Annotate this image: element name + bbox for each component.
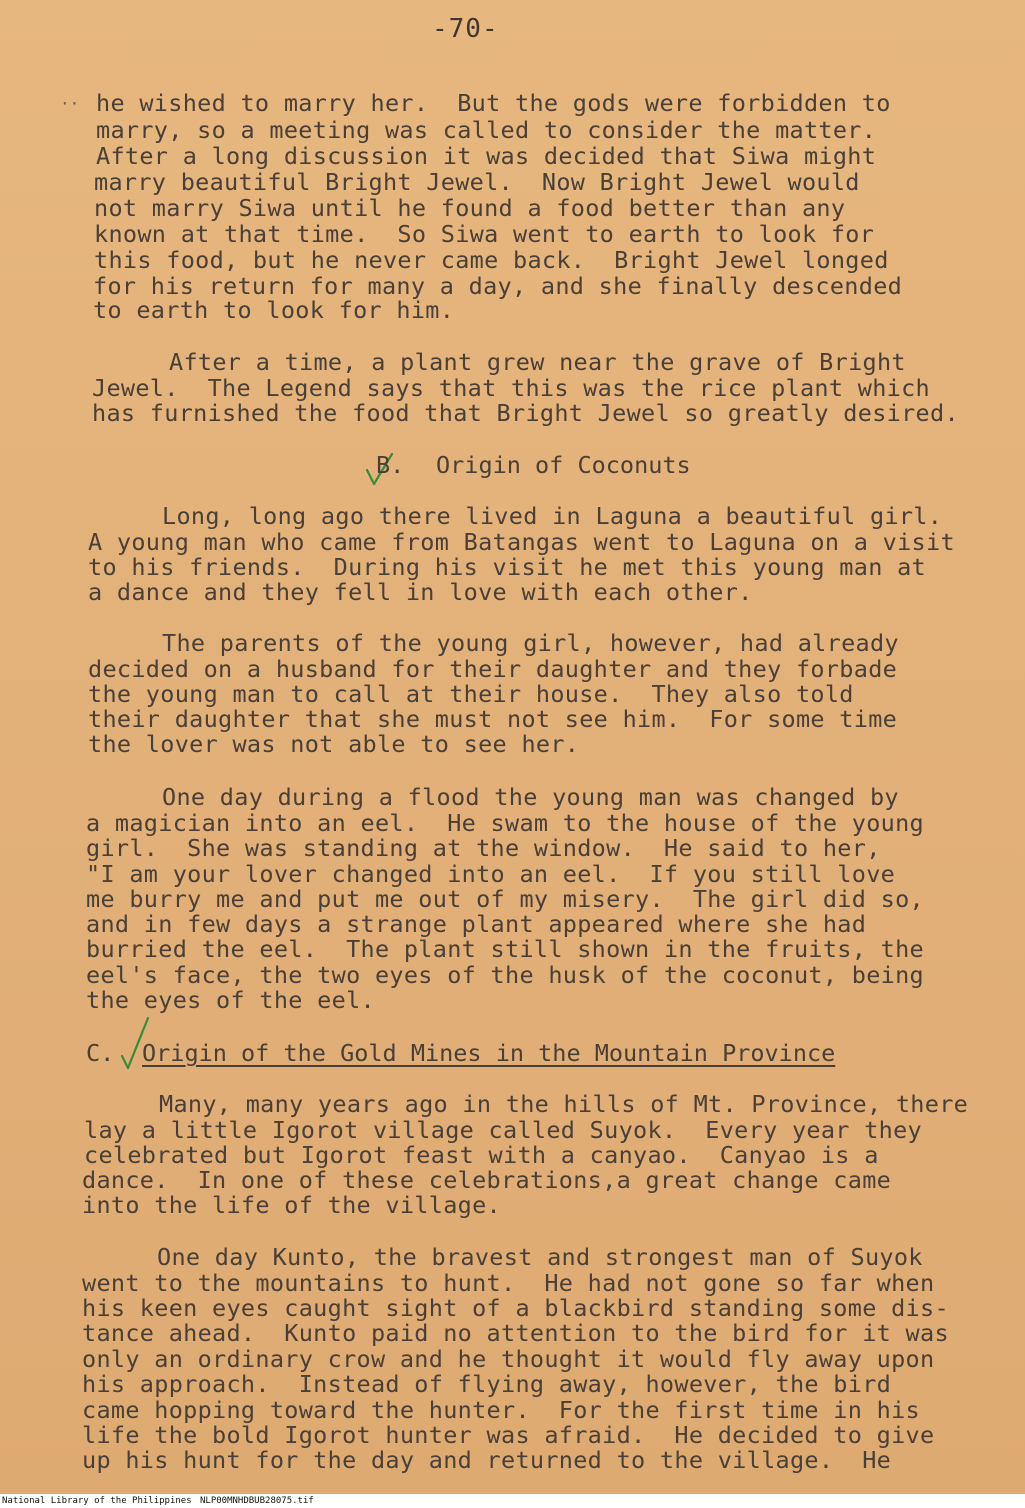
text-line: celebrated but Igorot feast with a canyao. Canyao is a (84, 1141, 879, 1169)
text-line: "I am your lover changed into an eel. If you still love (86, 860, 896, 888)
text-line: One day Kunto, the bravest and strongest man of Suyok (157, 1243, 923, 1271)
text-line: marry beautiful Bright Jewel. Now Bright Jewel would (94, 168, 860, 196)
text-line: into the life of the village. (82, 1191, 501, 1219)
text-line: the eyes of the eel. (86, 986, 375, 1014)
text-line: lay a little Igorot village called Suyok. Every year they (84, 1116, 922, 1144)
text-line: to his friends. During his visit he met this young man at (88, 553, 926, 581)
text-line: not marry Siwa until he found a food better than any (94, 194, 846, 222)
text-line: his approach. Instead of flying away, however, the bird (82, 1370, 892, 1398)
text-line: went to the mountains to hunt. He had not gone so far when (82, 1269, 935, 1297)
text-line: Many, many years ago in the hills of Mt. Province, there (159, 1090, 969, 1118)
text-line: for his return for many a day, and she finally descended (93, 272, 903, 300)
heading-marker: B. (376, 451, 405, 479)
text-line: After a long discussion it was decided that Siwa might (96, 142, 877, 170)
text-line: tance ahead. Kunto paid no attention to the bird for it was (82, 1319, 949, 1347)
text-line: up his hunt for the day and returned to the village. He (82, 1446, 892, 1474)
text-line: came hopping toward the hunter. For the first time in his (82, 1396, 920, 1424)
heading-title: Origin of Coconuts (436, 451, 691, 479)
text-line: known at that time. So Siwa went to earth to look for (94, 220, 875, 248)
text-line: to earth to look for him. (93, 296, 455, 324)
text-line: me burry me and put me out of my misery. The girl did so, (86, 885, 924, 913)
text-line: the lover was not able to see her. (88, 730, 580, 758)
text-line: decided on a husband for their daughter and they forbade (88, 655, 898, 683)
text-line: their daughter that she must not see him. For some time (88, 705, 898, 733)
text-line: The parents of the young girl, however, had already (162, 629, 899, 657)
scan-footer (0, 1494, 1025, 1508)
text-line: a magician into an eel. He swam to the house of the young (86, 809, 924, 837)
text-line: has furnished the food that Bright Jewel so greatly desired. (92, 399, 959, 427)
text-line: One day during a flood the young man was changed by (162, 783, 899, 811)
text-line: girl. She was standing at the window. He said to her, (86, 834, 881, 862)
library-name: National Library of the Philippines (2, 1496, 192, 1506)
page-number: -70- (432, 14, 499, 44)
heading-title: Origin of the Gold Mines in the Mountain Province (142, 1039, 836, 1067)
text-line: and in few days a strange plant appeared where she had (86, 910, 867, 938)
text-line: Long, long ago there lived in Laguna a beautiful girl. (162, 502, 943, 530)
text-line: he wished to marry her. But the gods were forbidden to (96, 89, 891, 117)
margin-dot-mark: ·· (60, 94, 80, 113)
text-line: his keen eyes caught sight of a blackbird standing some dis- (82, 1294, 949, 1322)
text-line: Jewel. The Legend says that this was the rice plant which (92, 374, 930, 402)
text-line: the young man to call at their house. They also told (88, 680, 854, 708)
text-line: only an ordinary crow and he thought it would fly away upon (82, 1345, 935, 1373)
text-line: marry, so a meeting was called to consider the matter. (96, 116, 877, 144)
text-line: burried the eel. The plant still shown in the fruits, the (86, 935, 924, 963)
text-line: After a time, a plant grew near the grave of Bright (169, 348, 906, 376)
text-line: life the bold Igorot hunter was afraid. He decided to give (82, 1421, 935, 1449)
text-line: a dance and they fell in love with each other. (88, 578, 753, 606)
text-line: dance. In one of these celebrations,a great change came (82, 1166, 892, 1194)
text-line: eel's face, the two eyes of the husk of the coconut, being (86, 961, 924, 989)
heading-marker: C. (86, 1039, 115, 1067)
text-line: A young man who came from Batangas went to Laguna on a visit (88, 528, 955, 556)
text-line: this food, but he never came back. Bright Jewel longed (94, 246, 889, 274)
file-id: NLP00MNHDBUB28075.tif (200, 1496, 314, 1506)
